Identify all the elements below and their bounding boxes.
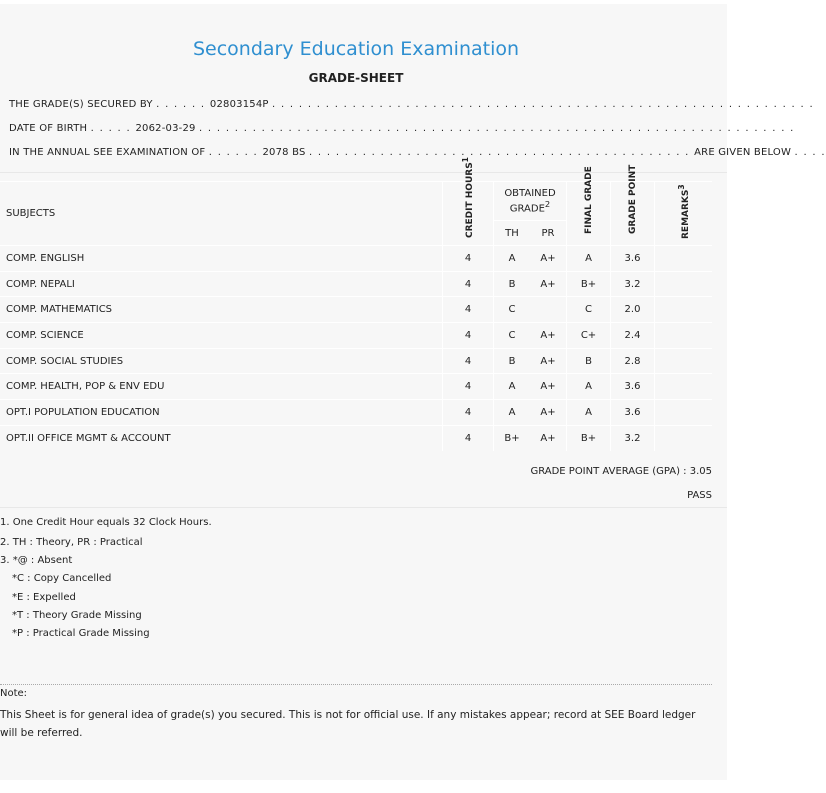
grade-sheet — [0, 4, 826, 780]
remarks-header — [655, 182, 713, 246]
subject-cell: COMP. HEALTH, POP & ENV EDU — [0, 374, 443, 400]
given-below: ARE GIVEN BELOW — [694, 147, 792, 158]
remarks-cell — [655, 400, 713, 426]
th-grade-cell: C — [494, 323, 531, 349]
final-grade-header — [567, 166, 611, 246]
subject-cell: OPT.I POPULATION EDUCATION — [0, 400, 443, 426]
pr-grade-cell: A+ — [530, 348, 567, 374]
exam-label: IN THE ANNUAL SEE EXAMINATION OF — [9, 147, 206, 158]
th-header: TH — [494, 221, 531, 246]
table-row — [0, 297, 712, 323]
grade-rows — [0, 246, 712, 451]
footnote-1: 1. One Credit Hour equals 32 Clock Hours. — [0, 517, 212, 528]
final-grade-cell: A — [567, 246, 611, 272]
page-title: Secondary Education Examination — [192, 38, 520, 60]
grade-point-cell: 3.2 — [611, 271, 655, 297]
remarks-cell — [655, 271, 713, 297]
subjects-header: SUBJECTS — [0, 182, 443, 246]
footnote-3: 3. *@ : Absent — [0, 555, 73, 566]
remarks-sup: 3 — [676, 183, 686, 190]
pr-grade-cell — [530, 297, 567, 323]
symbol-number: 02803154P — [209, 99, 269, 110]
table-row — [0, 425, 712, 450]
subject-cell: COMP. SCIENCE — [0, 323, 443, 349]
grade-point-cell: 3.6 — [611, 400, 655, 426]
credit-cell: 4 — [443, 400, 494, 426]
footnote-expelled: *E : Expelled — [12, 592, 76, 603]
note-label: Note: — [0, 688, 28, 699]
dob-label: DATE OF BIRTH — [9, 123, 88, 134]
secured-by-label: THE GRADE(S) SECURED BY — [9, 99, 153, 110]
grade-point-cell: 3.6 — [611, 246, 655, 272]
gpa-line — [530, 466, 712, 477]
subject-cell: COMP. SOCIAL STUDIES — [0, 348, 443, 374]
pr-header: PR — [530, 221, 567, 246]
th-grade-cell: A — [494, 246, 531, 272]
note-divider — [0, 684, 712, 685]
final-grade-cell: B+ — [567, 271, 611, 297]
table-row — [0, 374, 712, 400]
subject-cell: OPT.II OFFICE MGMT & ACCOUNT — [0, 425, 443, 450]
page-subtitle: GRADE-SHEET — [308, 71, 404, 85]
final-grade-cell: A — [567, 400, 611, 426]
credit-hours-label: CREDIT HOURS — [465, 161, 475, 238]
th-grade-cell: B+ — [494, 425, 531, 450]
obtained-grade-label: OBTAINED GRADE — [504, 187, 556, 215]
remarks-cell — [655, 348, 713, 374]
remarks-cell — [655, 297, 713, 323]
credit-hours-header — [443, 156, 494, 246]
remarks-cell — [655, 323, 713, 349]
exam-line: IN THE ANNUAL SEE EXAMINATION OF . . . . . . 2078 BS . . . . . . . . . . . . . . . . . . . . . . . . . . . . . . . . . . . . . . . . . . . ARE GIVEN BELOW . . . . — [9, 147, 826, 158]
footnote-2: 2. TH : Theory, PR : Practical — [0, 537, 143, 548]
grade-point-cell: 3.2 — [611, 425, 655, 450]
grades-table — [0, 156, 712, 451]
credit-hours-sup: 1 — [461, 156, 470, 162]
table-row — [0, 348, 712, 374]
credit-cell: 4 — [443, 246, 494, 272]
gpa-label: GRADE POINT AVERAGE (GPA) : — [530, 466, 687, 477]
grade-point-cell: 3.6 — [611, 374, 655, 400]
obtained-grade-sup: 2 — [544, 198, 551, 209]
footnote-practical-missing: *P : Practical Grade Missing — [12, 628, 150, 639]
pr-grade-cell: A+ — [530, 323, 567, 349]
pr-grade-cell: A+ — [530, 425, 567, 450]
remarks-label: REMARKS — [680, 189, 691, 239]
pr-grade-cell: A+ — [530, 400, 567, 426]
pr-grade-cell: A+ — [530, 271, 567, 297]
credit-cell: 4 — [443, 374, 494, 400]
table-header-row — [0, 182, 712, 221]
grade-point-cell: 2.8 — [611, 348, 655, 374]
remarks-cell — [655, 374, 713, 400]
result-status: PASS — [687, 490, 712, 501]
grade-point-cell: 2.4 — [611, 323, 655, 349]
final-grade-cell: C+ — [567, 323, 611, 349]
th-grade-cell: A — [494, 374, 531, 400]
dob-line: DATE OF BIRTH . . . . . 2062-03-29 . . . . . . . . . . . . . . . . . . . . . . . . . . . . . . . . . . . . . . . . . . . . . . . . . . . . . . . . . . . . . . . . . . . — [9, 123, 795, 134]
table-row — [0, 271, 712, 297]
note-text: This Sheet is for general idea of grade(s) you secured. This is not for official use. If any mistakes appear; record at SEE Board ledger will be referred. — [0, 709, 696, 739]
credit-cell: 4 — [443, 348, 494, 374]
remarks-cell — [655, 246, 713, 272]
subject-cell: COMP. MATHEMATICS — [0, 297, 443, 323]
obtained-grade-header — [494, 182, 567, 221]
final-grade-cell: B — [567, 348, 611, 374]
table-row — [0, 323, 712, 349]
final-grade-cell: C — [567, 297, 611, 323]
th-grade-cell: B — [494, 271, 531, 297]
table-row — [0, 246, 712, 272]
secured-by-line: THE GRADE(S) SECURED BY . . . . . . 02803154P . . . . . . . . . . . . . . . . . . . . . . . . . . . . . . . . . . . . . . . . . . . . . . . . . . . . . . . . . . . . . — [9, 99, 814, 110]
credit-cell: 4 — [443, 425, 494, 450]
footnote-theory-missing: *T : Theory Grade Missing — [12, 610, 142, 621]
th-grade-cell: A — [494, 400, 531, 426]
grade-point-cell: 2.0 — [611, 297, 655, 323]
table-row — [0, 400, 712, 426]
credit-cell: 4 — [443, 297, 494, 323]
grade-point-header — [611, 164, 655, 246]
remarks-cell — [655, 425, 713, 450]
exam-year: 2078 BS — [262, 147, 306, 158]
th-grade-cell: C — [494, 297, 531, 323]
gpa-value: 3.05 — [689, 466, 712, 477]
dob-value: 2062-03-29 — [135, 123, 196, 134]
credit-cell: 4 — [443, 271, 494, 297]
subject-cell: COMP. NEPALI — [0, 271, 443, 297]
credit-cell: 4 — [443, 323, 494, 349]
final-grade-cell: A — [567, 374, 611, 400]
pr-grade-cell: A+ — [530, 374, 567, 400]
grade-point-label: GRADE POINT — [627, 164, 638, 234]
final-grade-cell: B+ — [567, 425, 611, 450]
subject-cell: COMP. ENGLISH — [0, 246, 443, 272]
th-grade-cell: B — [494, 348, 531, 374]
pr-grade-cell: A+ — [530, 246, 567, 272]
final-grade-label: FINAL GRADE — [583, 166, 594, 234]
footnote-copy-cancelled: *C : Copy Cancelled — [12, 573, 112, 584]
